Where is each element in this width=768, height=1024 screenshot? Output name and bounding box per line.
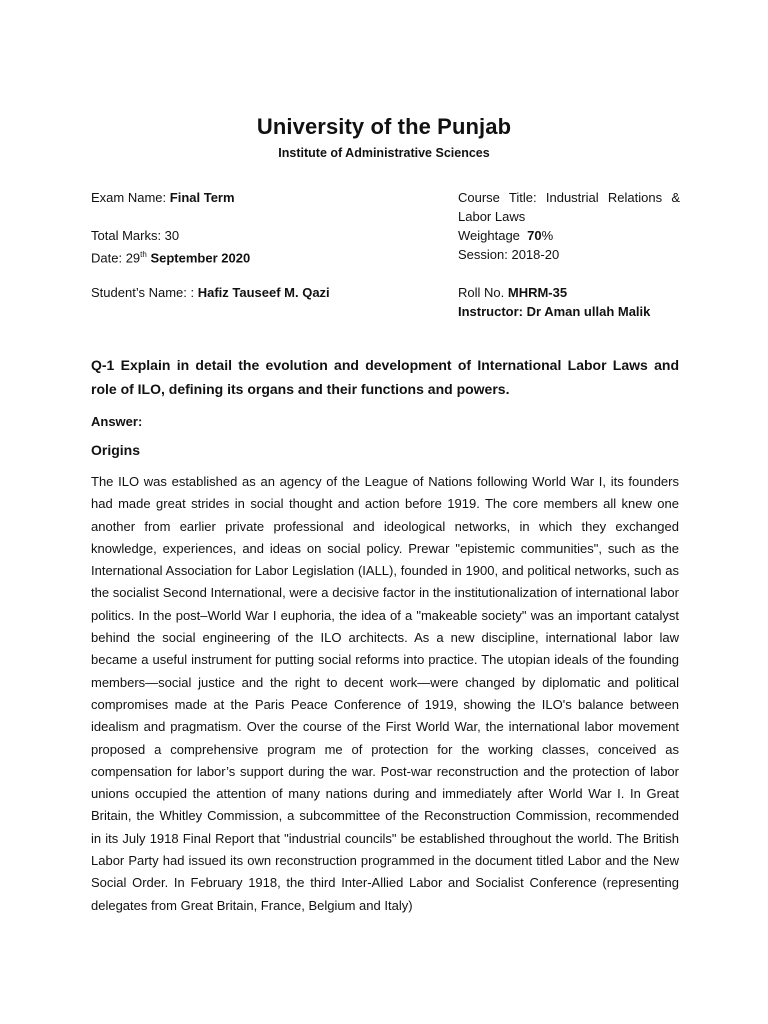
course-title-line: Course Title: Industrial Relations & Labor Laws <box>458 190 680 224</box>
exam-name-line <box>91 188 411 207</box>
exam-name-value: Final Term <box>169 190 235 205</box>
roll-label: Roll No. <box>458 285 505 300</box>
roll-value: MHRM-35 <box>507 285 568 300</box>
date-line <box>91 245 411 267</box>
student-name-line <box>91 283 411 302</box>
date-rest: September 2020 <box>150 250 251 266</box>
student-name-label: Student’s Name: : <box>91 285 195 300</box>
session-line: Session: 2018-20 <box>458 247 560 262</box>
answer-label: Answer: <box>91 414 143 429</box>
student-name-value: Hafiz Tauseef M. Qazi <box>197 285 330 300</box>
section-heading: Origins <box>91 442 141 458</box>
exam-name-label: Exam Name: <box>91 190 167 205</box>
instructor-line: Instructor: Dr Aman ullah Malik <box>458 304 651 319</box>
total-marks-label: Total Marks: 3 <box>91 228 172 243</box>
institute-subtitle: Institute of Administrative Sciences <box>278 146 490 160</box>
total-marks-line <box>91 226 411 245</box>
weightage-label: Weightage <box>458 228 520 243</box>
university-title: University of the Punjab <box>256 114 512 139</box>
date-label: Date: <box>91 250 123 266</box>
roll-number-line <box>458 283 680 302</box>
question-text: Q-1 Explain in detail the evolution and development of International Labor Laws and role of ILO, defining its organs and their functions and powers. <box>91 357 679 397</box>
total-marks-value: 0 <box>171 228 180 243</box>
body-paragraph: The ILO was established as an agency of the League of Nations following World War I, its founders had made great strides in social thought and action before 1919. The core members all knew one another from earlier private professional and ideological networks, in which they exchanged knowledge, experiences, and ideas on social policy. Prewar "epistemic communities", such as the International Association for Labor Legislation (IALL), founded in 1900, and political networks, such as the socialist Second International, were a decisive factor in the institutionalization of international labor politics. In the post–World War I euphoria, the idea of a "makeable society" was an important catalyst behind the social engineering of the ILO architects. As a new discipline, international labor law became a useful instrument for putting social reforms into practice. The utopian ideals of the founding members—social justice and the right to decent work—were changed by diplomatic and political compromises made at the Paris Peace Conference of 1919, showing the ILO's balance between idealism and pragmatism. Over the course of the First World War, the international labor movement proposed a comprehensive program me of protection for the working classes, conceived as compensation for labor’s support during the war. Post-war reconstruction and the protection of labor unions occupied the attention of many nations during and immediately after World War I. In Great Britain, the Whitley Commission, a subcommittee of the Reconstruction Commission, recommended in its July 1918 Final Report that "industrial councils" be established throughout the world. The British Labor Party had issued its own reconstruction programmed in the document titled Labor and the New Social Order. In February 1918, the third Inter-Allied Labor and Socialist Conference (representing delegates from Great Britain, France, Belgium and Italy) <box>91 474 679 913</box>
weightage-value: 70 <box>527 228 542 243</box>
weightage-line <box>458 226 680 245</box>
date-day: 29 <box>125 250 141 266</box>
date-suffix: th <box>140 250 147 259</box>
weightage-unit: % <box>541 228 554 243</box>
